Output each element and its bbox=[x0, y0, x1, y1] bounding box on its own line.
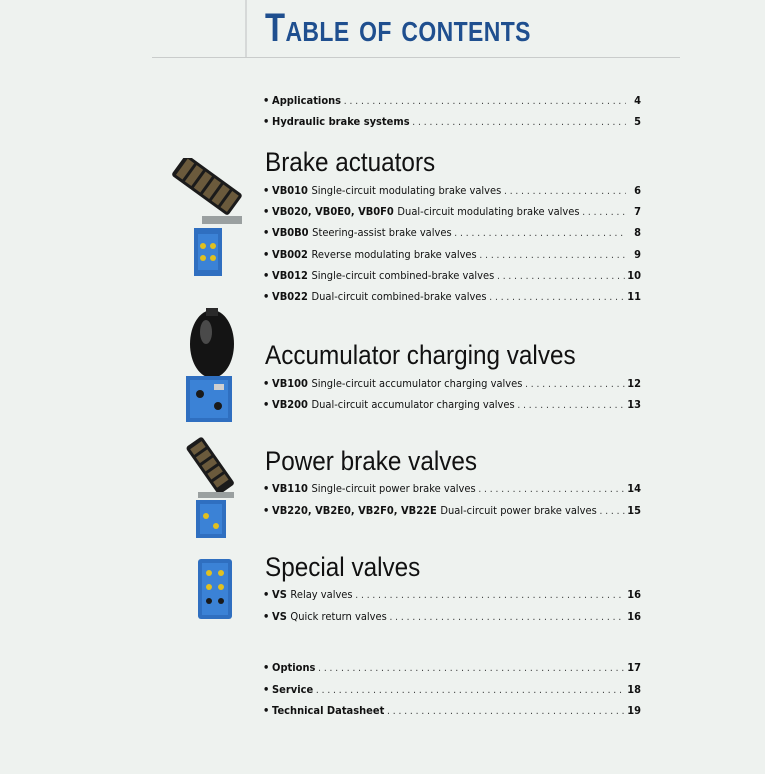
toc-entry-code: VB002 bbox=[272, 248, 308, 261]
bullet: • bbox=[263, 683, 270, 696]
bullet: • bbox=[263, 482, 270, 495]
toc-entry-applications[interactable] bbox=[263, 93, 641, 109]
toc-entry[interactable] bbox=[263, 481, 641, 497]
bullet: • bbox=[263, 588, 270, 601]
toc-entry[interactable] bbox=[263, 587, 641, 603]
dot-leader bbox=[489, 290, 624, 306]
toc-entry-label: Dual-circuit modulating brake valves bbox=[397, 205, 580, 218]
bullet: • bbox=[263, 377, 270, 390]
dot-leader bbox=[387, 704, 624, 720]
toc-entry-label: Single-circuit accumulator charging valves bbox=[311, 377, 523, 390]
toc-entry-page: 19 bbox=[627, 704, 641, 717]
bullet: • bbox=[263, 504, 270, 517]
toc-entry-label: Applications bbox=[272, 94, 342, 107]
toc-entry-page: 18 bbox=[627, 683, 641, 696]
toc-entry-label: Dual-circuit combined-brake valves bbox=[311, 290, 487, 303]
bullet: • bbox=[263, 704, 270, 717]
dot-leader bbox=[316, 683, 625, 699]
toc-entry-page: 6 bbox=[634, 184, 641, 197]
toc-entry-page: 12 bbox=[627, 377, 641, 390]
toc-entry-code: VB100 bbox=[272, 377, 308, 390]
bullet: • bbox=[263, 205, 270, 218]
dot-leader bbox=[504, 184, 626, 200]
toc-entry[interactable] bbox=[263, 247, 641, 263]
toc-entry-technical-datasheet[interactable] bbox=[263, 703, 641, 719]
dot-leader bbox=[355, 588, 624, 604]
dot-leader bbox=[412, 115, 625, 131]
bullet: • bbox=[263, 184, 270, 197]
section-heading-special-valves: Special valves bbox=[265, 552, 421, 582]
dot-leader bbox=[318, 661, 624, 677]
toc-entry[interactable] bbox=[263, 183, 641, 199]
toc-entry-label: Hydraulic brake systems bbox=[272, 115, 410, 128]
special-valve-image bbox=[196, 557, 234, 621]
bullet: • bbox=[263, 269, 270, 282]
bullet: • bbox=[263, 115, 270, 128]
toc-entry-page: 7 bbox=[634, 205, 641, 218]
toc-entry-page: 9 bbox=[634, 248, 641, 261]
toc-entry-label: Reverse modulating brake valves bbox=[311, 248, 477, 261]
toc-entry-code: VS bbox=[272, 610, 287, 623]
toc-entry-code: VB010 bbox=[272, 184, 308, 197]
toc-entry-label: Single-circuit modulating brake valves bbox=[311, 184, 502, 197]
toc-entry-page: 13 bbox=[627, 398, 641, 411]
bullet: • bbox=[263, 94, 270, 107]
toc-entry-page: 10 bbox=[627, 269, 641, 282]
bullet: • bbox=[263, 290, 270, 303]
toc-entry-code: VS bbox=[272, 588, 287, 601]
toc-entry-page: 8 bbox=[634, 226, 641, 239]
toc-entry-page: 5 bbox=[634, 115, 641, 128]
dot-leader bbox=[497, 269, 625, 285]
section-heading-accumulator-charging-valves: Accumulator charging valves bbox=[265, 340, 576, 370]
toc-entry-label: Dual-circuit power brake valves bbox=[440, 504, 597, 517]
toc-entry-label: Single-circuit power brake valves bbox=[311, 482, 476, 495]
toc-entry[interactable] bbox=[263, 397, 641, 413]
header-divider-horizontal bbox=[152, 57, 680, 58]
page-title: Table of contents bbox=[265, 6, 531, 50]
toc-entry[interactable] bbox=[263, 225, 641, 241]
toc-entry[interactable] bbox=[263, 376, 641, 392]
bullet: • bbox=[263, 398, 270, 411]
section-heading-power-brake-valves: Power brake valves bbox=[265, 446, 478, 476]
dot-leader bbox=[478, 482, 624, 498]
dot-leader bbox=[344, 94, 626, 110]
toc-entry-label: Dual-circuit accumulator charging valves bbox=[311, 398, 515, 411]
toc-entry-service[interactable] bbox=[263, 682, 641, 698]
toc-entry[interactable] bbox=[263, 503, 641, 519]
dot-leader bbox=[517, 398, 624, 414]
toc-entry-page: 15 bbox=[627, 504, 641, 517]
toc-entry-page: 14 bbox=[627, 482, 641, 495]
toc-entry-label: Quick return valves bbox=[290, 610, 387, 623]
toc-entry-page: 4 bbox=[634, 94, 641, 107]
dot-leader bbox=[479, 248, 625, 264]
toc-entry[interactable] bbox=[263, 289, 641, 305]
header-divider-vertical bbox=[245, 0, 247, 58]
bullet: • bbox=[263, 248, 270, 261]
toc-entry[interactable] bbox=[263, 609, 641, 625]
toc-entry[interactable] bbox=[263, 268, 641, 284]
bullet: • bbox=[263, 661, 270, 674]
toc-entry-code: VB012 bbox=[272, 269, 308, 282]
dot-leader bbox=[389, 610, 624, 626]
dot-leader bbox=[525, 377, 624, 393]
section-heading-brake-actuators: Brake actuators bbox=[265, 147, 436, 177]
bullet: • bbox=[263, 610, 270, 623]
power-brake-valve-image bbox=[180, 436, 244, 540]
toc-entry-label: Options bbox=[272, 661, 316, 674]
toc-entry-options[interactable] bbox=[263, 660, 641, 676]
toc-entry-code: VB200 bbox=[272, 398, 308, 411]
dot-leader bbox=[582, 205, 626, 221]
brake-actuator-pedal-image bbox=[166, 158, 248, 280]
toc-entry-page: 11 bbox=[627, 290, 641, 303]
toc-entry-code: VB220, VB2E0, VB2F0, VB22E bbox=[272, 504, 437, 517]
toc-entry-label: Service bbox=[272, 683, 314, 696]
toc-entry-code: VB0B0 bbox=[272, 226, 309, 239]
bullet: • bbox=[263, 226, 270, 239]
toc-entry-label: Relay valves bbox=[290, 588, 353, 601]
toc-entry-label: Technical Datasheet bbox=[272, 704, 385, 717]
toc-entry-hydraulic-brake-systems[interactable] bbox=[263, 114, 641, 130]
toc-entry-code: VB110 bbox=[272, 482, 308, 495]
toc-entry-page: 16 bbox=[627, 610, 641, 623]
toc-entry-label: Steering-assist brake valves bbox=[312, 226, 452, 239]
toc-entry-label: Single-circuit combined-brake valves bbox=[311, 269, 495, 282]
toc-entry-code: VB020, VB0E0, VB0F0 bbox=[272, 205, 394, 218]
toc-entry[interactable] bbox=[263, 204, 641, 220]
toc-entry-page: 17 bbox=[627, 661, 641, 674]
toc-entry-page: 16 bbox=[627, 588, 641, 601]
dot-leader bbox=[454, 226, 625, 242]
dot-leader bbox=[599, 504, 624, 520]
toc-entry-code: VB022 bbox=[272, 290, 308, 303]
accumulator-valve-image bbox=[180, 304, 244, 424]
